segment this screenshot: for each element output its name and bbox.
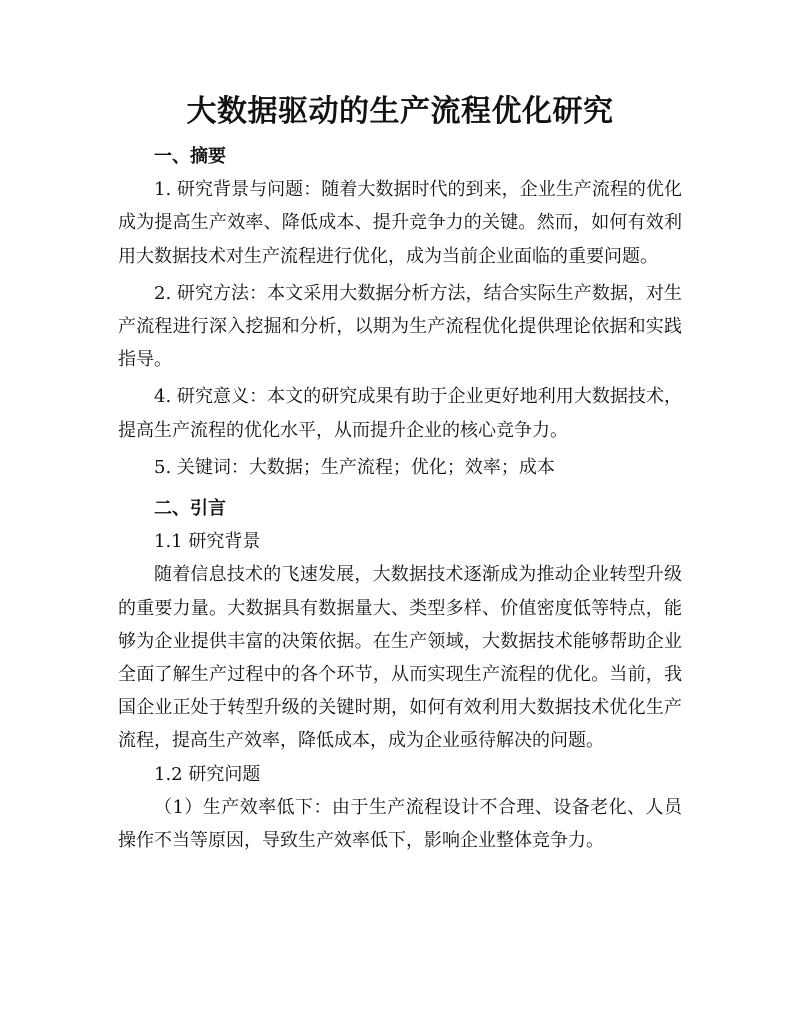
introduction-paragraph-efficiency: （1）生产效率低下：由于生产流程设计不合理、设备老化、人员操作不当等原因，导致生产效率低下，影响企业整体竞争力。: [118, 796, 682, 852]
introduction-subheading-background: 1.1 研究背景: [154, 531, 261, 553]
abstract-paragraph-background: 1. 研究背景与问题：随着大数据时代的到来，企业生产流程的优化成为提高生产效率、降低成本、提升竞争力的关键。然而，如何有效利用大数据技术对生产流程进行优化，成为当前企业面临的重要问题。: [118, 179, 682, 267]
introduction-subheading-problems: 1.2 研究问题: [154, 763, 261, 785]
abstract-heading: 一、摘要: [154, 146, 226, 167]
abstract-paragraph-significance: 4. 研究意义：本文的研究成果有助于企业更好地利用大数据技术，提高生产流程的优化水平，从而提升企业的核心竞争力。: [118, 386, 682, 441]
introduction-heading: 二、引言: [154, 498, 226, 520]
abstract-paragraph-method: 2. 研究方法：本文采用大数据分析方法，结合实际生产数据，对生产流程进行深入挖掘和分析，以期为生产流程优化提供理论依据和实践指导。: [118, 282, 682, 371]
abstract-paragraph-keywords: 5. 关键词：大数据；生产流程；优化；效率；成本: [154, 456, 555, 478]
document-title: 大数据驱动的生产流程优化研究: [186, 94, 614, 129]
introduction-paragraph-background: 随着信息技术的飞速发展，大数据技术逐渐成为推动企业转型升级的重要力量。大数据具有数据量大、类型多样、价值密度低等特点，能够为企业提供丰富的决策依据。在生产领域，大数据技术能够帮助企业全面了解生产过程中的各个环节，从而实现生产流程的优化。当前，我国企业正处于转型升级的关键时期，如何有效利用大数据技术优化生产流程，提高生产效率，降低成本，成为企业亟待解决的问题。: [118, 564, 682, 752]
